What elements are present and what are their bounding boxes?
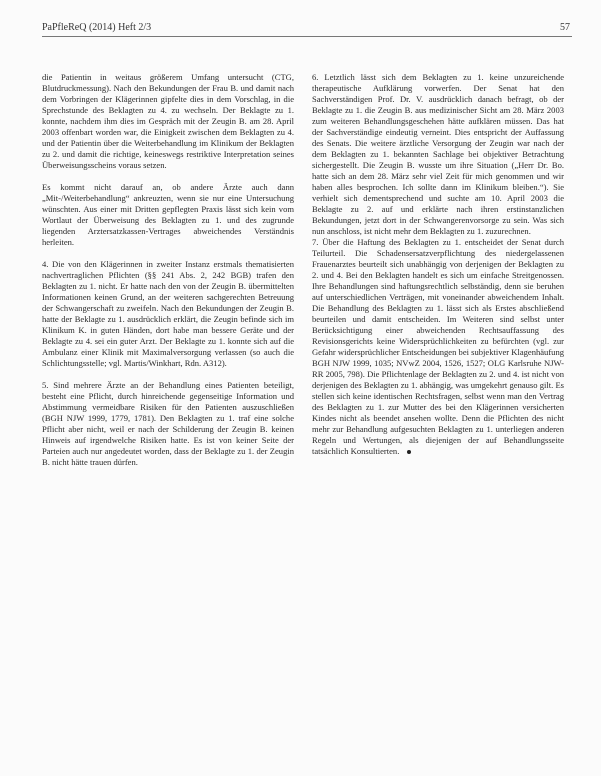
running-header [42, 20, 570, 36]
paragraph: 6. Letztlich lässt sich dem Beklagten zu 1. keine unzureichende therapeutische Aufklärung vorwerfen. Der Senat hat den Sachverständigen Prof. Dr. V. ausdrücklich danach befragt, ob der Beklagte zu 1. die Zeugin B. aus medizinischer Sicht am 28. März 2003 zum weiteren Behandlungsgeschehen hätte aufklären müssen. Das hat der Sachverständige eindeutig verneint. Dies entspricht der Auffassung des Senats. Die weitere ärztliche Versorgung der Zeugin war nach der dem Beklagten zu 1. bekannten Sachlage bei objektiver Betrachtung sichergestellt. Die Zeugin B. wusste um ihre Situation („Herr Dr. Bo. hatte sich an dem 28. März sehr viel Zeit für mich genommen und wir haben alles besprochen. Ich sollte dann im Klinikum bleiben.“). Sie verhielt sich dementsprechend und suchte am 10. April 2003 die Beklagte zu 2. auf und erklärte nach ihren erstinstanzlichen Bekundungen, jetzt dort in der Schwangerenvorsorge zu sein. Was sich nun anschloss, ist nicht mehr dem Beklagten zu 1. zuzurechnen. [312, 72, 564, 236]
paragraph: 4. Die von den Klägerinnen in zweiter Instanz erstmals thematisierten nachvertraglichen Pflichten (§§ 241 Abs. 2, 242 BGB) trafen den Beklagten zu 1. nicht. Er hatte nach den von der Zeugin B. übermittelten Informationen keinen Grund, an der weiteren sachgerechten Betreuung der Schwangerschaft zu zweifeln. Nach den Bekundungen der Zeugin B. hatte der Beklagte zu 1. ausdrücklich erklärt, die Zeugin befinde sich im Klinikum K. in guten Händen, dort habe man bessere Geräte und der Beklagte zu 4. sei ein guter Arzt. Der Beklagte zu 1. konnte sich auf die Ambulanz einer Klinik mit Maximalversorgung verlassen (so auch die Schlichtungsstelle; vgl. Martis/Winkhart, Rdn. A312). [42, 259, 294, 368]
paragraph: 5. Sind mehrere Ärzte an der Behandlung eines Patienten beteiligt, besteht eine Pflicht, durch hinreichende gegenseitige Information und Abstimmung vermeidbare Risiken für den Patienten auszuschließen (BGH NJW 1999, 1779, 1781). Den Beklagten zu 1. traf eine solche Pflicht aber nicht, weil er nach der Schilderung der Zeugin B. keinen Hinweis auf irgendwelche Risiken hatte. Es ist von keiner Seite der Parteien auch nur angedeutet worden, dass der Beklagte zu 1. der Zeugin B. nicht hätte trauen dürfen. [42, 380, 294, 467]
paragraph: Es kommt nicht darauf an, ob andere Ärzte auch dann „Mit-/Weiterbehandlung“ ankreuzten, wenn sie nur eine Untersuchung wünschten. Aus einer mit Dritten gepflegten Praxis lässt sich kein vom Wortlaut der Überweisung des Beklagten zu 1. und des zugrunde liegenden Arztersatzkassen-Vertrages abweichendes Verständnis herleiten. [42, 182, 294, 247]
page-number: 57 [560, 22, 570, 33]
paragraph: die Patientin in weitaus größerem Umfang untersucht (CTG, Blutdruckmessung). Nach den Bekundungen der Frau B. und damit nach dem Vorbringen der Klägerinnen gipfelte dies in dem Vorschlag, in die Sprechstunde des Beklagten zu 4. zu wechseln. Der Beklagte zu 1. konnte, nachdem ihm dies im Gespräch mit der Zeugin B. am 28. April 2003 offenbart worden war, die Einigkeit zwischen dem Beklagten zu 4. und der Patientin über die Weiterbehandlung im Klinikum der Beklagten zu 2. und damit die richtige, keineswegs restriktive Interpretation seines Überweisungsscheins voraus setzen. [42, 72, 294, 170]
header-rule [42, 36, 572, 37]
paragraph-text: 7. Über die Haftung des Beklagten zu 1. entscheidet der Senat durch Teilurteil. Die Schadensersatzverpflichtung des niedergelassenen Frauenarztes beurteilt sich unabhängig von derjenigen der Beklagten zu 2. und 4. Bei den Beklagten handelt es sich um einfache Streitgenossen. Ihre Behandlungen sind haftungsrechtlich selbständig, denn sie beruhen auf unterschiedlichen Verträgen, mit voneinander abweichendem Inhalt. Die Behandlung des Beklagten zu 1. lässt sich als Erstes abschließend beurteilen und damit entscheiden. Im Weiteren sind selbst unter Berücksichtigung einer abweichenden Rechtsauffassung des Revisionsgerichts keine Widersprüchlichkeiten zu befürchten (vgl. zur Gefahr widersprüchlicher Entscheidungen bei subjektiver Klagenhäufung BGH NJW 1999, 1035; NVwZ 2004, 1526, 1527; OLG Karlsruhe NJW-RR 2005, 798). Die Pflichtenlage der Beklagten zu 2. und 4. ist nicht von derjenigen des Beklagten zu 1. abhängig, was umgekehrt genauso gilt. Es stellen sich keine identischen Rechtsfragen, selbst wenn man den Vertrag des Beklagten zu 1. zur Mutter des bei den Klägerinnen versicherten Kindes nicht als beendet ansehen wollte. Denn die Pflichten des nicht mehr zur Behandlung aufgesuchten Beklagten zu 1. unterliegen anderen Regeln und Wertungen, als diejenigen der auf Behandlungsseite tatsächlich Konsultierten. [312, 237, 564, 456]
right-column [312, 72, 564, 457]
journal-title: PaPfleReQ (2014) Heft 2/3 [42, 22, 152, 33]
end-mark-icon [407, 450, 411, 454]
left-column [42, 72, 294, 468]
paragraph-last [312, 237, 564, 457]
